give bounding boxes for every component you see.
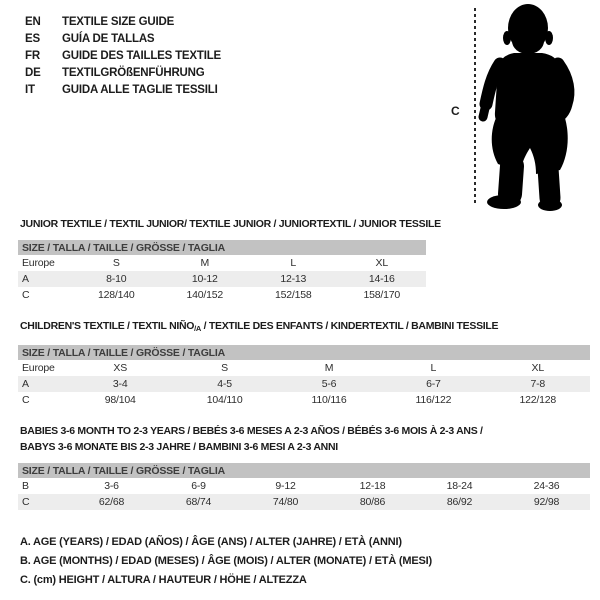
cell: 3-6 — [104, 480, 119, 492]
cell: 18-24 — [446, 480, 473, 492]
language-code: FR — [25, 49, 40, 62]
babies-title-line1: BABIES 3-6 MONTH TO 2-3 YEARS / BEBÉS 3-6 MESES A 2-3 AÑOS / BÉBÉS 3-6 MOIS À 2-3 ANS / — [20, 425, 483, 437]
language-code: ES — [25, 32, 40, 45]
children-section-title — [20, 320, 498, 333]
cell: 86/92 — [446, 496, 473, 508]
row-label: C — [22, 496, 30, 508]
height-measure-label: C — [451, 104, 460, 118]
language-code: DE — [25, 66, 41, 79]
row-label: C — [22, 289, 30, 301]
column-header-row — [18, 255, 426, 271]
language-title: GUIDE DES TAILLES TEXTILE — [62, 49, 221, 62]
row-label: B — [22, 480, 29, 492]
language-row-de — [25, 64, 221, 81]
size-column: M — [200, 257, 210, 269]
cell: 24-36 — [533, 480, 560, 492]
cell: 4-5 — [217, 378, 232, 390]
height-measure-dotted-line — [474, 8, 476, 206]
cell: 14-16 — [368, 273, 395, 285]
legend-footnotes — [20, 533, 432, 590]
size-header-label: SIZE / TALLA / TAILLE / GRÖSSE / TAGLIA — [22, 241, 225, 254]
age-row — [18, 376, 590, 392]
language-code: EN — [25, 15, 41, 28]
children-size-table — [18, 345, 590, 408]
cell: 122/128 — [519, 394, 557, 406]
children-title-suffix: / TEXTILE DES ENFANTS / KINDERTEXTIL / BAMBINI TESSILE — [201, 320, 499, 332]
size-header-label: SIZE / TALLA / TAILLE / GRÖSSE / TAGLIA — [22, 346, 225, 359]
junior-size-table — [18, 240, 426, 303]
height-row — [18, 287, 426, 303]
size-column: S — [221, 362, 228, 374]
size-column: M — [324, 362, 334, 374]
cell: 12-18 — [359, 480, 386, 492]
cell: 74/80 — [272, 496, 299, 508]
size-column: L — [290, 257, 297, 269]
language-title: GUIDA ALLE TAGLIE TESSILI — [62, 83, 218, 96]
cell: 98/104 — [104, 394, 136, 406]
cell: 104/110 — [206, 394, 243, 406]
cell: 140/152 — [186, 289, 224, 301]
footnote-height: C. (cm) HEIGHT / ALTURA / HAUTEUR / HÖHE / ALTEZZA — [20, 574, 307, 586]
cell: 110/116 — [311, 394, 347, 406]
cell: 9-12 — [275, 480, 296, 492]
cell: 10-12 — [191, 273, 218, 285]
row-label: C — [22, 394, 30, 406]
age-row — [18, 271, 426, 287]
children-title-prefix: CHILDREN'S TEXTILE / TEXTIL NIÑO — [20, 320, 195, 332]
children-title-subscript: /A — [194, 324, 202, 333]
cell: 12-13 — [280, 273, 307, 285]
column-header-row — [18, 360, 590, 376]
cell: 128/140 — [97, 289, 135, 301]
age-row — [18, 478, 590, 494]
size-header-bar — [18, 240, 426, 255]
language-title: TEXTILGRÖßENFÜHRUNG — [62, 66, 205, 79]
language-title: GUÍA DE TALLAS — [62, 32, 155, 45]
size-column: S — [112, 257, 120, 269]
size-header-label: SIZE / TALLA / TAILLE / GRÖSSE / TAGLIA — [22, 464, 225, 477]
language-row-it — [25, 81, 221, 98]
cell: 62/68 — [98, 496, 125, 508]
row-label: A — [22, 378, 29, 390]
cell: 7-8 — [530, 378, 546, 390]
region-header: Europe — [22, 257, 55, 269]
junior-section-title: JUNIOR TEXTILE / TEXTIL JUNIOR/ TEXTILE JUNIOR / JUNIORTEXTIL / JUNIOR TESSILE — [20, 218, 441, 230]
language-list — [25, 13, 221, 98]
cell: 3-4 — [112, 378, 128, 390]
size-header-bar — [18, 463, 590, 478]
footnote-age-months: B. AGE (MONTHS) / EDAD (MESES) / ÂGE (MOIS) / ALTER (MONATE) / ETÀ (MESI) — [20, 555, 432, 567]
height-row — [18, 392, 590, 408]
language-code: IT — [25, 83, 35, 96]
cell: 5-6 — [321, 378, 337, 390]
size-column: L — [430, 362, 437, 374]
height-row — [18, 494, 590, 510]
language-title: TEXTILE SIZE GUIDE — [62, 15, 175, 28]
cell: 6-9 — [191, 480, 206, 492]
size-column: XS — [113, 362, 127, 374]
language-row-en — [25, 13, 221, 30]
footnote-age-years: A. AGE (YEARS) / EDAD (AÑOS) / ÂGE (ANS) / ALTER (JAHRE) / ETÀ (ANNI) — [20, 536, 402, 548]
cell: 158/170 — [363, 289, 401, 301]
babies-title-line2: BABYS 3-6 MONATE BIS 2-3 JAHRE / BAMBINI 3-6 MESI A 2-3 ANNI — [20, 441, 338, 453]
size-header-bar — [18, 345, 590, 360]
region-header: Europe — [22, 362, 55, 374]
row-label: A — [22, 273, 29, 285]
baby-silhouette-icon — [478, 0, 600, 215]
cell: 80/86 — [359, 496, 386, 508]
cell: 152/158 — [274, 289, 312, 301]
babies-size-table — [18, 463, 590, 510]
size-column: XL — [531, 362, 544, 374]
cell: 6-7 — [426, 378, 441, 390]
cell: 68/74 — [185, 496, 212, 508]
size-column: XL — [375, 257, 388, 269]
language-row-fr — [25, 47, 221, 64]
language-row-es — [25, 30, 221, 47]
cell: 116/122 — [415, 394, 452, 406]
cell: 8-10 — [106, 273, 127, 285]
babies-section-title — [20, 423, 483, 455]
cell: 92/98 — [533, 496, 560, 508]
